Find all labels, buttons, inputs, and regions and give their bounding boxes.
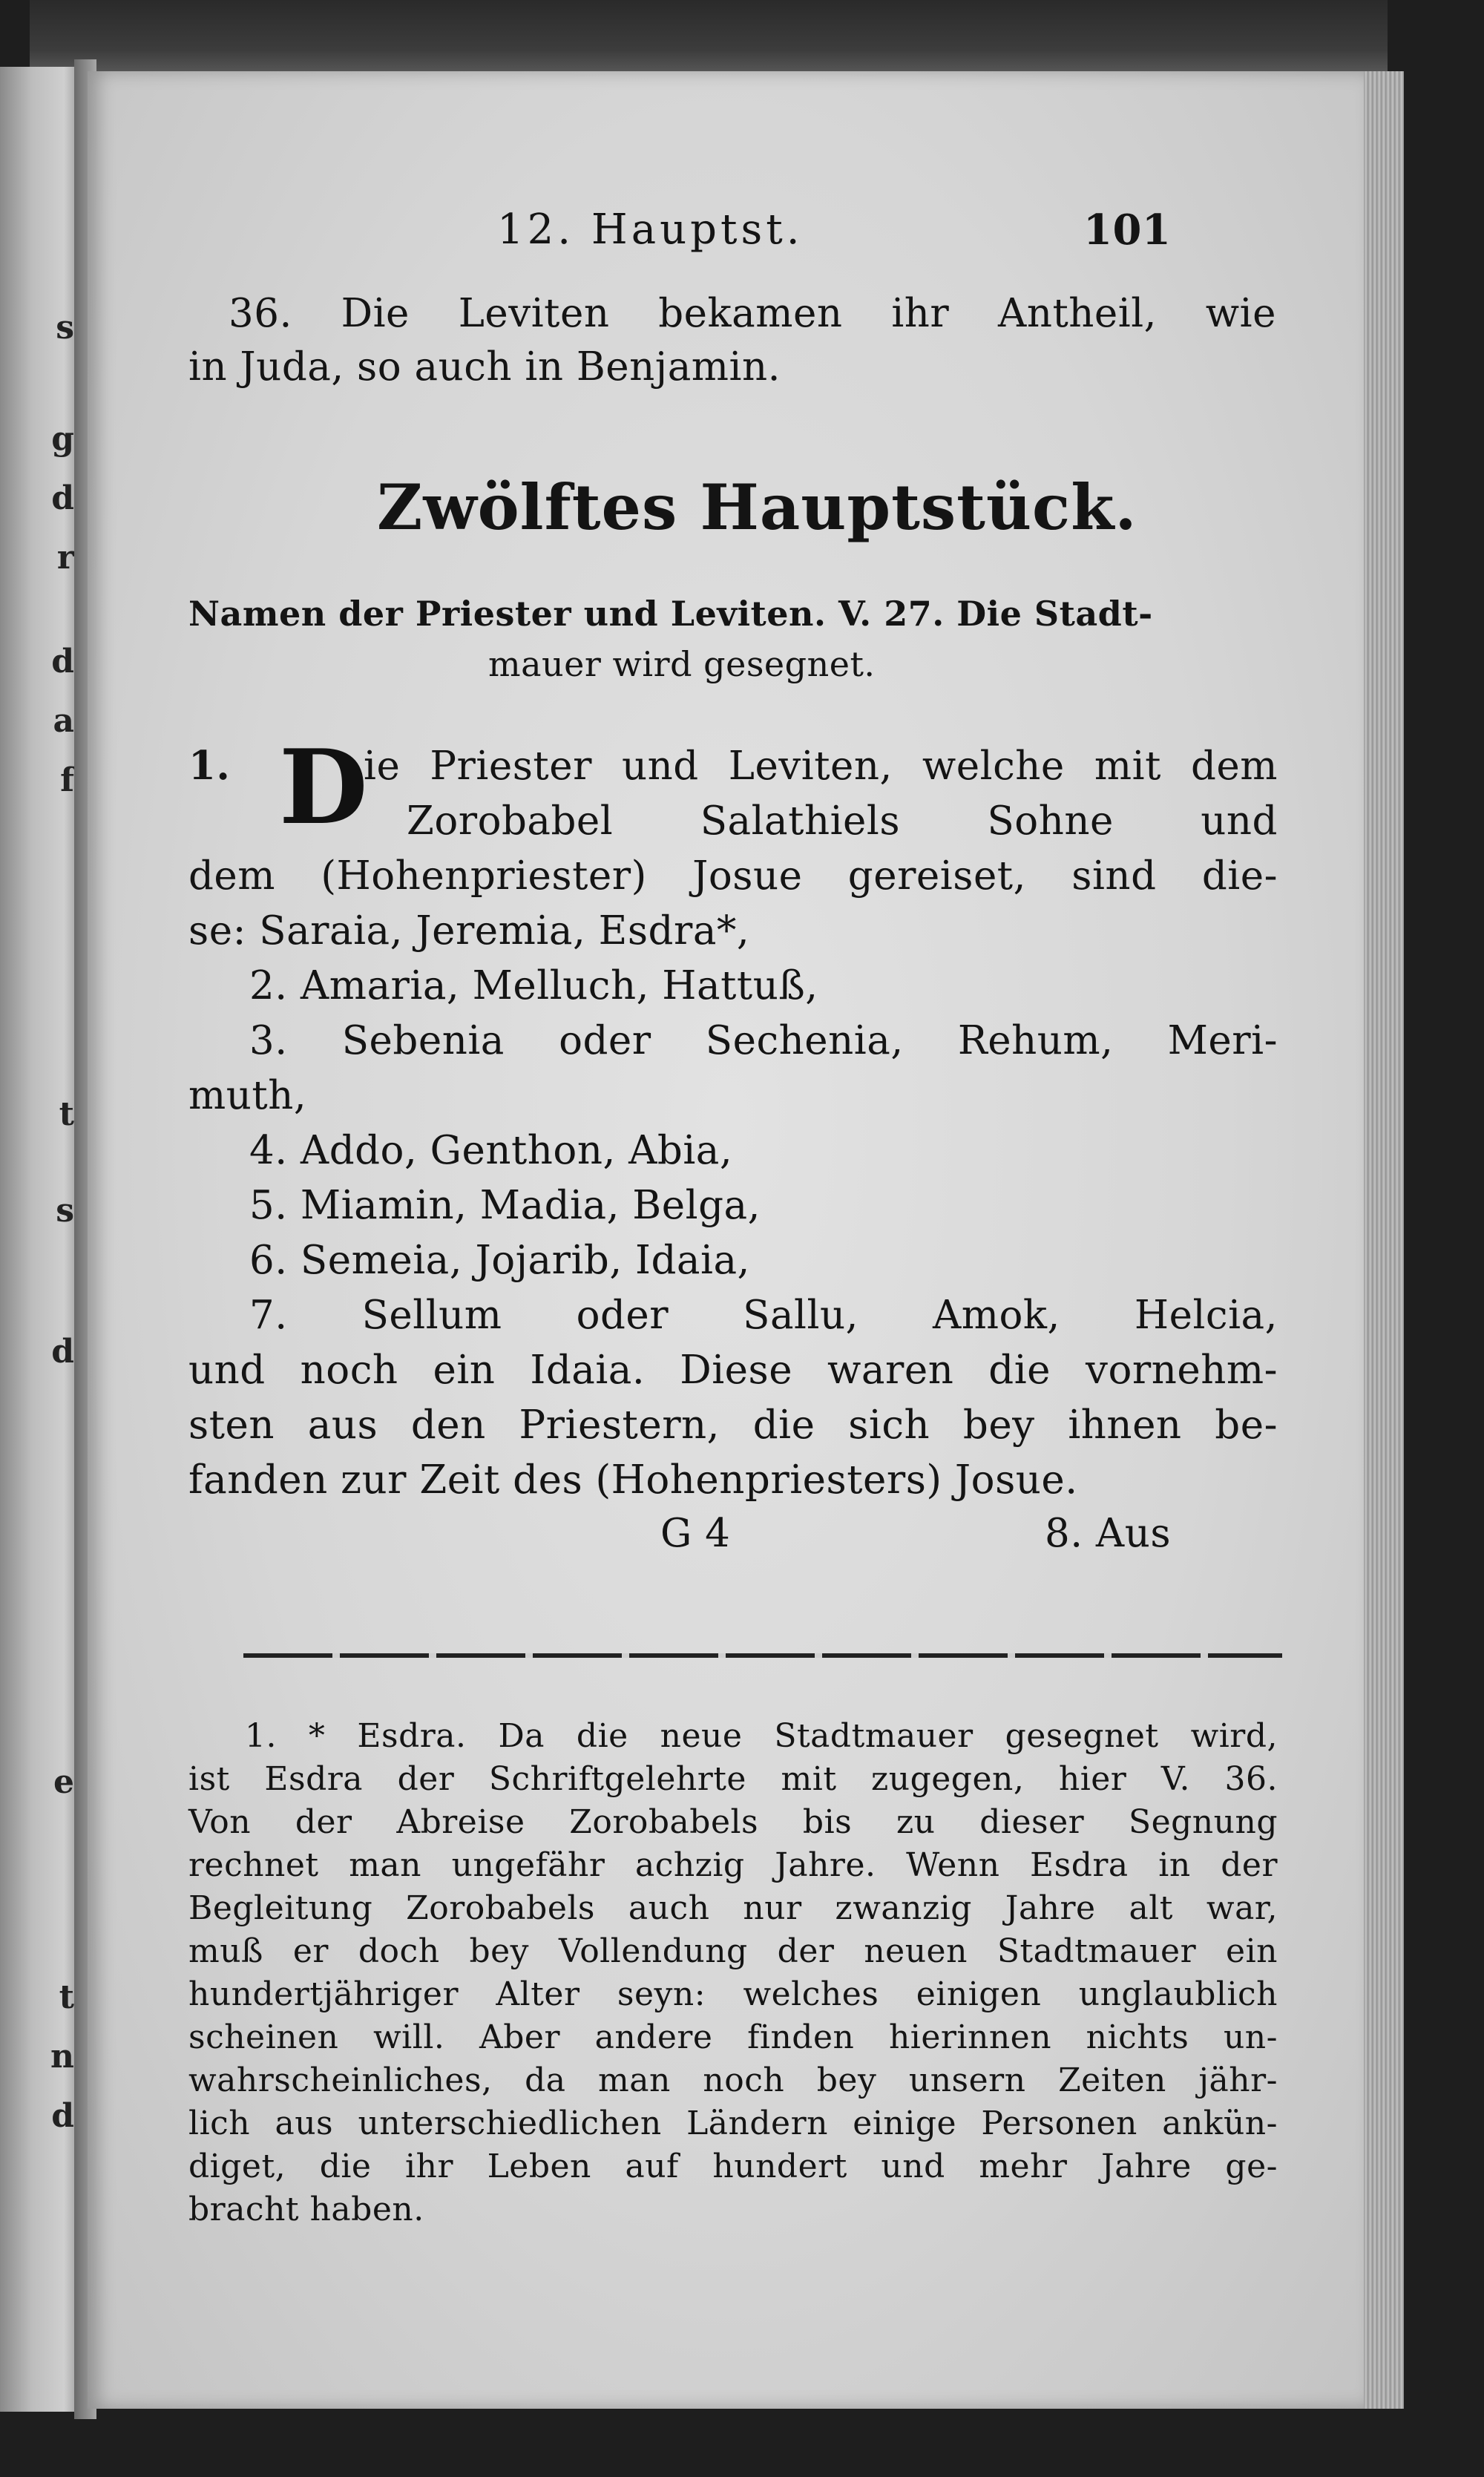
verse-list-line: 7. Sellum oder Sallu, Amok, Helcia, [249,1293,1278,1338]
book-top-edge [30,0,1388,71]
page-block-edge [1359,71,1404,2409]
verse-36-line-2: in Juda, so auch in Benjamin. [188,344,781,390]
running-head-title: 12. Hauptst. [497,206,804,254]
footnote-line: Begleitung Zorobabels auch nur zwanzig Jahre alt war, [188,1889,1278,1927]
verse-list-line: und noch ein Idaia. Diese waren die vornehm- [188,1348,1278,1393]
verse-list-line: 6. Semeia, Jojarib, Idaia, [249,1238,750,1283]
edge-char: s [56,1192,74,1230]
book-page [88,71,1364,2409]
verse-list-line: 5. Miamin, Madia, Belga, [249,1183,761,1228]
footnote-line: ist Esdra der Schriftgelehrte mit zugegen, hier V. 36. [188,1760,1278,1798]
edge-char: s [56,309,74,347]
chapter-summary-line-1: Namen der Priester und Leviten. V. 27. Die Stadt- [188,594,1153,634]
footnote-line: Von der Abreise Zorobabels bis zu dieser Segnung [188,1803,1278,1841]
catchword: 8. Aus [1045,1511,1172,1556]
verse-1-line-4: se: Saraia, Jeremia, Esdra*, [188,908,750,954]
verse-1-line-2: Zorobabel Salathiels Sohne und [407,798,1278,844]
edge-char: t [59,1978,74,2016]
footnote-line: hundertjähriger Alter seyn: welches einigen unglaublich [188,1975,1278,2013]
edge-char: t [59,1095,74,1133]
footnote-line: rechnet man ungefähr achzig Jahre. Wenn Esdra in der [188,1846,1278,1884]
footnote-separator-rule [243,1653,1282,1658]
drop-cap: D [279,726,368,847]
verse-list-line: 2. Amaria, Melluch, Hattuß, [249,963,818,1008]
edge-char: r [56,539,74,577]
facing-page-edge [0,67,80,2412]
edge-char: e [53,1763,74,1801]
edge-char: a [53,702,74,740]
edge-char: g [51,420,74,458]
verse-list-line: 4. Addo, Genthon, Abia, [249,1128,733,1173]
edge-char: d [51,2097,74,2135]
edge-char: f [60,761,74,799]
edge-char: d [51,643,74,680]
footnote-line: scheinen will. Aber andere finden hierinnen nichts un- [188,2018,1278,2056]
page-number: 101 [1083,206,1172,255]
footnote-line: lich aus unterschiedlichen Ländern einige Personen ankün- [188,2104,1278,2142]
verse-1-line-1: ie Priester und Leviten, welche mit dem [364,744,1278,789]
footnote-line: bracht haben. [188,2191,424,2228]
verse-list-line: fanden zur Zeit des (Hohenpriesters) Josue. [188,1457,1078,1503]
edge-char: d [51,1333,74,1371]
footnote-line: 1. * Esdra. Da die neue Stadtmauer gesegnet wird, [245,1717,1278,1755]
chapter-title: Zwölftes Hauptstück. [377,470,1137,544]
footnote-line: wahrscheinliches, da man noch bey unsern Zeiten jähr- [188,2061,1278,2099]
footnote-line: muß er doch bey Vollendung der neuen Stadtmauer ein [188,1932,1278,1970]
verse-list-line: sten aus den Priestern, die sich bey ihnen be- [188,1402,1278,1448]
verse-list-line: 3. Sebenia oder Sechenia, Rehum, Meri- [249,1018,1278,1063]
verse-36-line-1: 36. Die Leviten bekamen ihr Antheil, wie [229,291,1276,336]
signature-mark: G 4 [660,1511,731,1556]
footnote-line: diget, die ihr Leben auf hundert und mehr Jahre ge- [188,2148,1278,2185]
verse-list-line: muth, [188,1073,307,1118]
verse-1-number: 1. [188,743,231,789]
edge-char: n [50,2038,74,2076]
edge-char: d [51,479,74,517]
verse-1-line-3: dem (Hohenpriester) Josue gereiset, sind die- [188,853,1278,899]
chapter-summary-line-2: mauer wird gesegnet. [488,644,876,684]
